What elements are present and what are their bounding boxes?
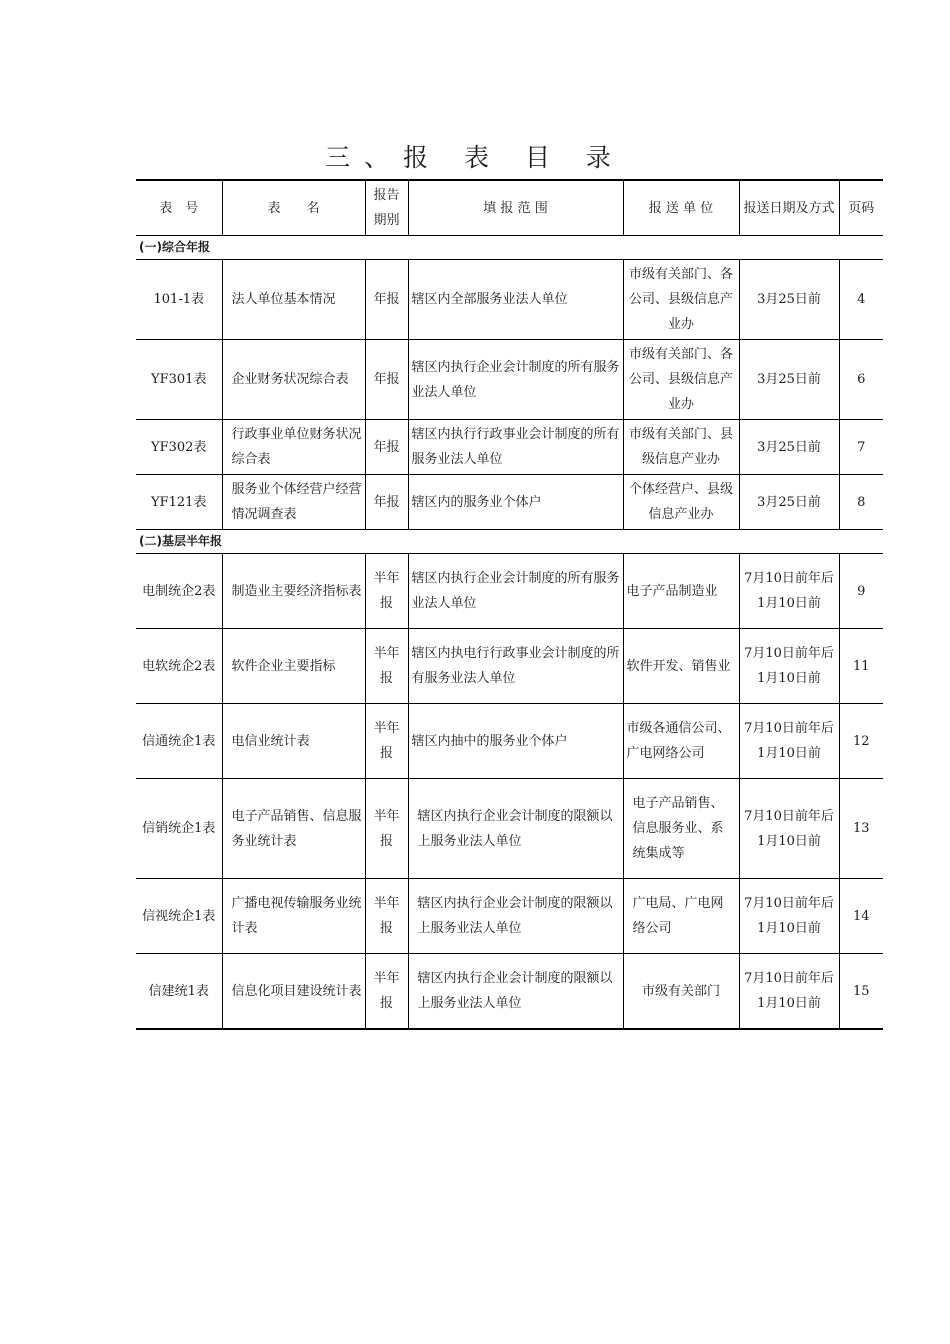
cell-date: 3月25日前 — [739, 475, 839, 530]
cell-scope: 辖区内全部服务业法人单位 — [408, 260, 623, 340]
cell-period: 半年报 — [365, 554, 408, 629]
cell-name: 法人单位基本情况 — [222, 260, 365, 340]
cell-name: 服务业个体经营户经营情况调查表 — [222, 475, 365, 530]
cell-page: 7 — [839, 420, 883, 475]
table-row — [136, 779, 883, 879]
header-date: 报送日期及方式 — [739, 180, 839, 236]
cell-page: 11 — [839, 629, 883, 704]
cell-name: 软件企业主要指标 — [222, 629, 365, 704]
cell-period: 半年报 — [365, 629, 408, 704]
cell-scope: 辖区内执行企业会计制度的所有服务业法人单位 — [408, 554, 623, 629]
cell-unit: 软件开发、销售业 — [623, 629, 739, 704]
cell-period: 年报 — [365, 420, 408, 475]
section-label: (二)基层半年报 — [136, 530, 883, 554]
cell-period: 年报 — [365, 475, 408, 530]
cell-page: 15 — [839, 954, 883, 1030]
header-scope: 填 报 范 围 — [408, 180, 623, 236]
cell-page: 6 — [839, 340, 883, 420]
cell-period: 半年报 — [365, 704, 408, 779]
cell-date: 7月10日前年后1月10日前 — [739, 704, 839, 779]
cell-unit: 市级有关部门 — [623, 954, 739, 1030]
cell-page: 14 — [839, 879, 883, 954]
cell-period: 年报 — [365, 260, 408, 340]
cell-unit: 电子产品制造业 — [623, 554, 739, 629]
cell-scope: 辖区内执行企业会计制度的限额以上服务业法人单位 — [408, 779, 623, 879]
cell-date: 7月10日前年后1月10日前 — [739, 954, 839, 1030]
table-row — [136, 954, 883, 1030]
cell-unit: 广电局、广电网络公司 — [623, 879, 739, 954]
cell-name: 信息化项目建设统计表 — [222, 954, 365, 1030]
cell-scope: 辖区内执行企业会计制度的限额以上服务业法人单位 — [408, 879, 623, 954]
cell-unit: 电子产品销售、信息服务业、系统集成等 — [623, 779, 739, 879]
cell-page: 9 — [839, 554, 883, 629]
table-row — [136, 704, 883, 779]
table-row — [136, 554, 883, 629]
cell-code: 信销统企1表 — [136, 779, 222, 879]
cell-code: 信视统企1表 — [136, 879, 222, 954]
cell-name: 企业财务状况综合表 — [222, 340, 365, 420]
cell-code: 信通统企1表 — [136, 704, 222, 779]
cell-scope: 辖区内的服务业个体户 — [408, 475, 623, 530]
cell-scope: 辖区内执行企业会计制度的限额以上服务业法人单位 — [408, 954, 623, 1030]
cell-scope: 辖区内执行行政事业会计制度的所有服务业法人单位 — [408, 420, 623, 475]
cell-code: YF121表 — [136, 475, 222, 530]
cell-code: YF301表 — [136, 340, 222, 420]
cell-date: 7月10日前年后1月10日前 — [739, 879, 839, 954]
header-row — [136, 180, 883, 236]
table-row — [136, 629, 883, 704]
cell-period: 半年报 — [365, 779, 408, 879]
cell-page: 4 — [839, 260, 883, 340]
cell-page: 12 — [839, 704, 883, 779]
header-page: 页码 — [839, 180, 883, 236]
cell-name: 电信业统计表 — [222, 704, 365, 779]
cell-unit: 市级有关部门、各公司、县级信息产业办 — [623, 260, 739, 340]
cell-date: 7月10日前年后1月10日前 — [739, 779, 839, 879]
section-label: (一)综合年报 — [136, 236, 883, 260]
cell-date: 7月10日前年后1月10日前 — [739, 629, 839, 704]
header-period: 报告期别 — [365, 180, 408, 236]
header-unit: 报 送 单 位 — [623, 180, 739, 236]
report-catalog-table — [136, 179, 883, 1030]
cell-name: 广播电视传输服务业统计表 — [222, 879, 365, 954]
cell-scope: 辖区内抽中的服务业个体户 — [408, 704, 623, 779]
cell-date: 3月25日前 — [739, 340, 839, 420]
cell-date: 3月25日前 — [739, 420, 839, 475]
cell-name: 制造业主要经济指标表 — [222, 554, 365, 629]
cell-code: 电软统企2表 — [136, 629, 222, 704]
page-title: 三、报 表 目 录 — [325, 143, 625, 172]
cell-unit: 个体经营户、县级信息产业办 — [623, 475, 739, 530]
table-row — [136, 420, 883, 475]
section-semiannual — [136, 530, 883, 554]
cell-page: 13 — [839, 779, 883, 879]
cell-code: 101-1表 — [136, 260, 222, 340]
table-row — [136, 879, 883, 954]
cell-date: 3月25日前 — [739, 260, 839, 340]
table-row — [136, 340, 883, 420]
cell-unit: 市级各通信公司、广电网络公司 — [623, 704, 739, 779]
header-name: 表 名 — [222, 180, 365, 236]
cell-page: 8 — [839, 475, 883, 530]
cell-scope: 辖区内执电行行政事业会计制度的所有服务业法人单位 — [408, 629, 623, 704]
cell-period: 半年报 — [365, 954, 408, 1030]
cell-period: 半年报 — [365, 879, 408, 954]
cell-date: 7月10日前年后1月10日前 — [739, 554, 839, 629]
cell-code: 信建统1表 — [136, 954, 222, 1030]
cell-scope: 辖区内执行企业会计制度的所有服务业法人单位 — [408, 340, 623, 420]
cell-unit: 市级有关部门、县级信息产业办 — [623, 420, 739, 475]
cell-name: 行政事业单位财务状况综合表 — [222, 420, 365, 475]
cell-code: YF302表 — [136, 420, 222, 475]
table-row — [136, 475, 883, 530]
header-code: 表 号 — [136, 180, 222, 236]
section-annual — [136, 236, 883, 260]
cell-unit: 市级有关部门、各公司、县级信息产业办 — [623, 340, 739, 420]
table-row — [136, 260, 883, 340]
cell-code: 电制统企2表 — [136, 554, 222, 629]
cell-name: 电子产品销售、信息服务业统计表 — [222, 779, 365, 879]
cell-period: 年报 — [365, 340, 408, 420]
